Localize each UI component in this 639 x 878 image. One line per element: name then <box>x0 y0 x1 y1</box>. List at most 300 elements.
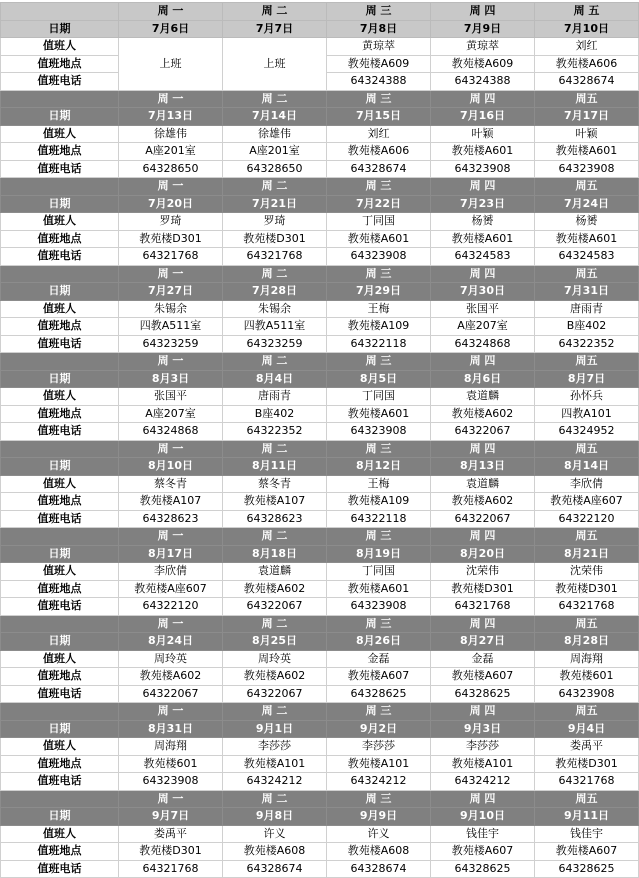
person-label: 值班人 <box>1 650 119 668</box>
duty-person-cell: 袁道麟 <box>223 563 327 581</box>
duty-place-cell: A座207室 <box>431 318 535 336</box>
weekday-cell: 周 三 <box>327 615 431 633</box>
duty-place-cell: A座201室 <box>223 143 327 161</box>
duty-person-cell: 蔡冬青 <box>223 475 327 493</box>
place-label: 值班地点 <box>1 143 119 161</box>
weekday-cell: 周 四 <box>431 353 535 371</box>
duty-phone-cell: 64322067 <box>223 685 327 703</box>
date-cell: 7月6日 <box>119 20 223 38</box>
date-label: 日期 <box>1 720 119 738</box>
duty-place-cell: 教苑楼A602 <box>223 668 327 686</box>
weekday-cell: 周 二 <box>223 440 327 458</box>
date-cell: 9月11日 <box>535 808 639 826</box>
duty-phone-cell: 64324212 <box>223 773 327 791</box>
duty-place-cell: B座402 <box>223 405 327 423</box>
weekday-cell: 周五 <box>535 265 639 283</box>
date-cell: 8月20日 <box>431 545 535 563</box>
weekday-cell: 周五 <box>535 703 639 721</box>
weekday-cell: 周 四 <box>431 440 535 458</box>
duty-person-cell: 李莎莎 <box>327 738 431 756</box>
date-cell: 8月25日 <box>223 633 327 651</box>
duty-phone-cell: 64324952 <box>535 423 639 441</box>
duty-place-cell: 四教A511室 <box>223 318 327 336</box>
duty-place-cell: 教苑楼A609 <box>431 55 535 73</box>
duty-place-cell: 教苑楼A107 <box>119 493 223 511</box>
duty-person-cell: 徐雄伟 <box>119 125 223 143</box>
duty-person-cell: 许义 <box>223 825 327 843</box>
duty-person-cell: 李欣倩 <box>119 563 223 581</box>
duty-phone-cell: 64321768 <box>431 598 535 616</box>
place-label: 值班地点 <box>1 493 119 511</box>
weekday-cell: 周 五 <box>535 3 639 21</box>
date-cell: 8月11日 <box>223 458 327 476</box>
date-cell: 7月17日 <box>535 108 639 126</box>
duty-phone-cell: 64321768 <box>119 860 223 878</box>
duty-person-cell: 罗琦 <box>223 213 327 231</box>
duty-place-row <box>1 318 639 336</box>
duty-place-cell: 教苑楼A座607 <box>119 580 223 598</box>
weekday-cell: 周 一 <box>119 615 223 633</box>
duty-place-cell: 教苑楼A101 <box>327 755 431 773</box>
date-label: 日期 <box>1 458 119 476</box>
duty-phone-row <box>1 685 639 703</box>
person-label: 值班人 <box>1 213 119 231</box>
duty-place-cell: 教苑楼A601 <box>535 143 639 161</box>
place-label: 值班地点 <box>1 843 119 861</box>
duty-place-cell: 教苑楼D301 <box>535 580 639 598</box>
duty-phone-cell: 64324212 <box>431 773 535 791</box>
duty-phone-row <box>1 510 639 528</box>
duty-phone-cell: 64328625 <box>535 860 639 878</box>
duty-person-cell: 周玲英 <box>223 650 327 668</box>
weekday-cell: 周五 <box>535 178 639 196</box>
weekday-cell: 周 一 <box>119 790 223 808</box>
row-label-empty <box>1 3 119 21</box>
duty-person-cell: 蔡冬青 <box>119 475 223 493</box>
duty-person-cell: 孙怀兵 <box>535 388 639 406</box>
date-cell: 7月13日 <box>119 108 223 126</box>
duty-person-cell: 张国平 <box>431 300 535 318</box>
date-row <box>1 20 639 38</box>
date-cell: 7月31日 <box>535 283 639 301</box>
date-cell: 8月4日 <box>223 370 327 388</box>
duty-phone-row <box>1 860 639 878</box>
person-label: 值班人 <box>1 38 119 56</box>
duty-place-row <box>1 405 639 423</box>
duty-person-cell: 罗琦 <box>119 213 223 231</box>
duty-person-row <box>1 388 639 406</box>
weekday-header-row <box>1 440 639 458</box>
duty-place-cell: 教苑楼D301 <box>223 230 327 248</box>
date-row <box>1 108 639 126</box>
weekday-cell: 周 二 <box>223 790 327 808</box>
duty-phone-cell: 64322067 <box>223 598 327 616</box>
date-cell: 9月7日 <box>119 808 223 826</box>
phone-label: 值班电话 <box>1 423 119 441</box>
duty-place-cell: 教苑楼A602 <box>431 493 535 511</box>
duty-phone-cell: 64328623 <box>119 510 223 528</box>
phone-label: 值班电话 <box>1 248 119 266</box>
phone-label: 值班电话 <box>1 598 119 616</box>
duty-place-cell: 教苑楼A601 <box>327 230 431 248</box>
duty-place-cell: 教苑楼A608 <box>327 843 431 861</box>
duty-place-cell: 教苑楼D301 <box>119 230 223 248</box>
person-label: 值班人 <box>1 738 119 756</box>
date-cell: 8月10日 <box>119 458 223 476</box>
duty-person-cell: 唐雨青 <box>535 300 639 318</box>
weekday-cell: 周 二 <box>223 703 327 721</box>
duty-phone-cell: 64322118 <box>327 510 431 528</box>
weekday-cell: 周 三 <box>327 440 431 458</box>
date-row <box>1 283 639 301</box>
weekday-cell: 周五 <box>535 90 639 108</box>
duty-phone-cell: 64328650 <box>119 160 223 178</box>
weekday-cell: 周 一 <box>119 703 223 721</box>
phone-label: 值班电话 <box>1 160 119 178</box>
weekday-cell: 周 三 <box>327 3 431 21</box>
date-cell: 9月2日 <box>327 720 431 738</box>
place-label: 值班地点 <box>1 230 119 248</box>
duty-phone-row <box>1 335 639 353</box>
duty-place-row <box>1 493 639 511</box>
duty-place-cell: 教苑楼601 <box>535 668 639 686</box>
duty-phone-cell: 64328625 <box>327 685 431 703</box>
date-row <box>1 458 639 476</box>
date-cell: 8月31日 <box>119 720 223 738</box>
date-cell: 7月29日 <box>327 283 431 301</box>
date-row <box>1 633 639 651</box>
duty-phone-cell: 64322352 <box>223 423 327 441</box>
date-cell: 8月24日 <box>119 633 223 651</box>
duty-person-cell: 钱佳宇 <box>535 825 639 843</box>
weekday-cell: 周 三 <box>327 353 431 371</box>
duty-person-cell: 刘红 <box>535 38 639 56</box>
date-cell: 7月14日 <box>223 108 327 126</box>
weekday-header-row <box>1 90 639 108</box>
duty-person-row <box>1 475 639 493</box>
duty-phone-cell: 64322067 <box>431 423 535 441</box>
weekday-cell: 周五 <box>535 615 639 633</box>
duty-phone-cell: 64323908 <box>535 160 639 178</box>
duty-phone-cell: 64328650 <box>223 160 327 178</box>
row-label-empty <box>1 265 119 283</box>
duty-phone-cell: 64328674 <box>327 860 431 878</box>
duty-place-cell: 教苑楼A601 <box>431 230 535 248</box>
roster-body <box>1 3 639 878</box>
duty-person-cell: 周玲英 <box>119 650 223 668</box>
duty-person-cell: 金磊 <box>327 650 431 668</box>
duty-place-row <box>1 668 639 686</box>
weekday-cell: 周 四 <box>431 178 535 196</box>
duty-place-cell: 教苑楼A602 <box>119 668 223 686</box>
person-label: 值班人 <box>1 125 119 143</box>
duty-place-cell: 教苑楼A109 <box>327 493 431 511</box>
date-cell: 9月9日 <box>327 808 431 826</box>
duty-place-cell: 四教A511室 <box>119 318 223 336</box>
duty-phone-row <box>1 423 639 441</box>
date-label: 日期 <box>1 545 119 563</box>
duty-phone-cell: 64323908 <box>327 598 431 616</box>
place-label: 值班地点 <box>1 668 119 686</box>
duty-phone-row <box>1 598 639 616</box>
row-label-empty <box>1 178 119 196</box>
person-label: 值班人 <box>1 563 119 581</box>
date-cell: 9月3日 <box>431 720 535 738</box>
duty-person-cell: 王梅 <box>327 300 431 318</box>
duty-place-cell: 四教A101 <box>535 405 639 423</box>
duty-person-cell: 丁同国 <box>327 388 431 406</box>
duty-phone-cell: 64322352 <box>535 335 639 353</box>
duty-phone-cell: 64324868 <box>119 423 223 441</box>
duty-person-cell: 周海翔 <box>535 650 639 668</box>
duty-phone-cell: 64321768 <box>535 598 639 616</box>
weekday-cell: 周 四 <box>431 3 535 21</box>
duty-person-cell: 丁同国 <box>327 563 431 581</box>
date-cell: 8月3日 <box>119 370 223 388</box>
place-label: 值班地点 <box>1 55 119 73</box>
date-row <box>1 195 639 213</box>
duty-phone-row <box>1 773 639 791</box>
duty-person-row <box>1 738 639 756</box>
phone-label: 值班电话 <box>1 773 119 791</box>
row-label-empty <box>1 790 119 808</box>
row-label-empty <box>1 528 119 546</box>
duty-person-cell: 娄禹平 <box>535 738 639 756</box>
duty-phone-cell: 64322120 <box>535 510 639 528</box>
weekday-cell: 周 二 <box>223 353 327 371</box>
duty-phone-cell: 64322067 <box>119 685 223 703</box>
place-label: 值班地点 <box>1 580 119 598</box>
date-label: 日期 <box>1 633 119 651</box>
duty-place-row <box>1 143 639 161</box>
duty-phone-cell: 64323908 <box>327 248 431 266</box>
duty-place-cell: 教苑楼A101 <box>431 755 535 773</box>
weekday-cell: 周 二 <box>223 615 327 633</box>
phone-label: 值班电话 <box>1 685 119 703</box>
duty-person-cell: 朱锡余 <box>119 300 223 318</box>
duty-place-cell: 教苑楼A602 <box>431 405 535 423</box>
weekday-cell: 周 四 <box>431 265 535 283</box>
duty-person-cell: 杨赟 <box>535 213 639 231</box>
duty-phone-cell: 64324583 <box>535 248 639 266</box>
duty-person-cell: 袁道麟 <box>431 388 535 406</box>
duty-phone-cell: 64323259 <box>223 335 327 353</box>
date-cell: 7月21日 <box>223 195 327 213</box>
date-cell: 8月14日 <box>535 458 639 476</box>
duty-person-cell: 刘红 <box>327 125 431 143</box>
duty-phone-cell: 64322118 <box>327 335 431 353</box>
duty-phone-cell: 64328674 <box>223 860 327 878</box>
place-label: 值班地点 <box>1 405 119 423</box>
weekday-cell: 周 一 <box>119 440 223 458</box>
date-cell: 7月16日 <box>431 108 535 126</box>
duty-phone-cell: 64328623 <box>223 510 327 528</box>
date-row <box>1 720 639 738</box>
place-label: 值班地点 <box>1 318 119 336</box>
duty-phone-cell: 64323908 <box>431 160 535 178</box>
duty-person-cell: 李莎莎 <box>431 738 535 756</box>
date-label: 日期 <box>1 370 119 388</box>
place-label: 值班地点 <box>1 755 119 773</box>
date-cell: 8月21日 <box>535 545 639 563</box>
duty-phone-row <box>1 248 639 266</box>
weekday-cell: 周 一 <box>119 90 223 108</box>
merged-work-cell: 上班 <box>223 38 327 91</box>
duty-person-row <box>1 38 639 56</box>
person-label: 值班人 <box>1 388 119 406</box>
date-label: 日期 <box>1 20 119 38</box>
duty-person-cell: 沈荣伟 <box>431 563 535 581</box>
duty-person-cell: 沈荣伟 <box>535 563 639 581</box>
date-cell: 8月26日 <box>327 633 431 651</box>
duty-phone-cell: 64323908 <box>535 685 639 703</box>
duty-phone-cell: 64324388 <box>327 73 431 91</box>
person-label: 值班人 <box>1 475 119 493</box>
weekday-cell: 周 二 <box>223 3 327 21</box>
duty-place-cell: 教苑楼A109 <box>327 318 431 336</box>
duty-phone-row <box>1 160 639 178</box>
duty-place-cell: 教苑楼601 <box>119 755 223 773</box>
date-cell: 7月30日 <box>431 283 535 301</box>
weekday-cell: 周 二 <box>223 528 327 546</box>
duty-person-cell: 张国平 <box>119 388 223 406</box>
duty-phone-cell: 64321768 <box>119 248 223 266</box>
weekday-header-row <box>1 790 639 808</box>
weekday-cell: 周 二 <box>223 178 327 196</box>
date-cell: 8月28日 <box>535 633 639 651</box>
weekday-header-row <box>1 703 639 721</box>
weekday-cell: 周 一 <box>119 353 223 371</box>
weekday-header-row <box>1 528 639 546</box>
duty-phone-cell: 64328625 <box>431 860 535 878</box>
duty-phone-cell: 64323908 <box>327 423 431 441</box>
duty-person-cell: 黄琼萃 <box>431 38 535 56</box>
duty-place-cell: 教苑楼A601 <box>535 230 639 248</box>
duty-person-cell: 叶颖 <box>431 125 535 143</box>
date-cell: 7月10日 <box>535 20 639 38</box>
weekday-cell: 周 三 <box>327 790 431 808</box>
duty-place-cell: 教苑楼D301 <box>535 755 639 773</box>
person-label: 值班人 <box>1 825 119 843</box>
duty-person-row <box>1 300 639 318</box>
duty-person-cell: 周海翔 <box>119 738 223 756</box>
duty-place-cell: 教苑楼A座607 <box>535 493 639 511</box>
duty-person-cell: 丁同国 <box>327 213 431 231</box>
date-cell: 8月12日 <box>327 458 431 476</box>
date-cell: 9月4日 <box>535 720 639 738</box>
duty-phone-cell: 64324583 <box>431 248 535 266</box>
weekday-cell: 周 一 <box>119 3 223 21</box>
phone-label: 值班电话 <box>1 860 119 878</box>
date-cell: 7月22日 <box>327 195 431 213</box>
weekday-cell: 周五 <box>535 528 639 546</box>
date-cell: 7月24日 <box>535 195 639 213</box>
date-cell: 8月18日 <box>223 545 327 563</box>
duty-phone-cell: 64324388 <box>431 73 535 91</box>
weekday-cell: 周 一 <box>119 528 223 546</box>
date-cell: 8月5日 <box>327 370 431 388</box>
duty-phone-cell: 64328674 <box>327 160 431 178</box>
weekday-header-row <box>1 3 639 21</box>
duty-phone-cell: 64323908 <box>119 773 223 791</box>
weekday-cell: 周 二 <box>223 90 327 108</box>
duty-phone-cell: 64323259 <box>119 335 223 353</box>
weekday-cell: 周 四 <box>431 703 535 721</box>
duty-person-cell: 朱锡余 <box>223 300 327 318</box>
date-cell: 7月23日 <box>431 195 535 213</box>
duty-place-cell: 教苑楼A601 <box>327 580 431 598</box>
duty-phone-cell: 64324212 <box>327 773 431 791</box>
duty-person-row <box>1 213 639 231</box>
date-row <box>1 808 639 826</box>
weekday-header-row <box>1 178 639 196</box>
date-cell: 7月8日 <box>327 20 431 38</box>
duty-roster-table <box>0 2 639 878</box>
duty-place-cell: A座201室 <box>119 143 223 161</box>
weekday-cell: 周 四 <box>431 615 535 633</box>
date-cell: 8月27日 <box>431 633 535 651</box>
duty-place-row <box>1 843 639 861</box>
duty-place-row <box>1 230 639 248</box>
weekday-cell: 周五 <box>535 353 639 371</box>
duty-person-cell: 金磊 <box>431 650 535 668</box>
duty-person-row <box>1 825 639 843</box>
date-row <box>1 545 639 563</box>
weekday-cell: 周五 <box>535 440 639 458</box>
date-cell: 8月13日 <box>431 458 535 476</box>
duty-place-cell: 教苑楼A606 <box>327 143 431 161</box>
duty-person-cell: 徐雄伟 <box>223 125 327 143</box>
date-cell: 7月28日 <box>223 283 327 301</box>
date-cell: 8月7日 <box>535 370 639 388</box>
weekday-cell: 周 三 <box>327 178 431 196</box>
person-label: 值班人 <box>1 300 119 318</box>
duty-place-cell: A座207室 <box>119 405 223 423</box>
duty-phone-cell: 64324868 <box>431 335 535 353</box>
duty-place-cell: 教苑楼A608 <box>223 843 327 861</box>
duty-person-cell: 叶颖 <box>535 125 639 143</box>
date-cell: 7月7日 <box>223 20 327 38</box>
duty-person-cell: 袁道麟 <box>431 475 535 493</box>
duty-place-cell: 教苑楼A606 <box>535 55 639 73</box>
duty-phone-cell: 64321768 <box>223 248 327 266</box>
date-cell: 7月27日 <box>119 283 223 301</box>
duty-place-cell: B座402 <box>535 318 639 336</box>
date-cell: 8月6日 <box>431 370 535 388</box>
duty-phone-cell: 64328625 <box>431 685 535 703</box>
date-cell: 7月9日 <box>431 20 535 38</box>
weekday-cell: 周 四 <box>431 790 535 808</box>
date-label: 日期 <box>1 808 119 826</box>
duty-person-row <box>1 563 639 581</box>
phone-label: 值班电话 <box>1 335 119 353</box>
duty-place-cell: 教苑楼A101 <box>223 755 327 773</box>
duty-place-cell: 教苑楼A607 <box>431 843 535 861</box>
duty-place-cell: 教苑楼A601 <box>431 143 535 161</box>
duty-place-cell: 教苑楼A607 <box>535 843 639 861</box>
duty-person-cell: 李欣倩 <box>535 475 639 493</box>
weekday-cell: 周 三 <box>327 528 431 546</box>
duty-place-cell: 教苑楼A107 <box>223 493 327 511</box>
duty-place-cell: 教苑楼A609 <box>327 55 431 73</box>
weekday-header-row <box>1 353 639 371</box>
weekday-cell: 周 三 <box>327 90 431 108</box>
weekday-cell: 周 一 <box>119 178 223 196</box>
row-label-empty <box>1 353 119 371</box>
duty-place-cell: 教苑楼A602 <box>223 580 327 598</box>
date-cell: 7月20日 <box>119 195 223 213</box>
duty-place-cell: 教苑楼A607 <box>327 668 431 686</box>
